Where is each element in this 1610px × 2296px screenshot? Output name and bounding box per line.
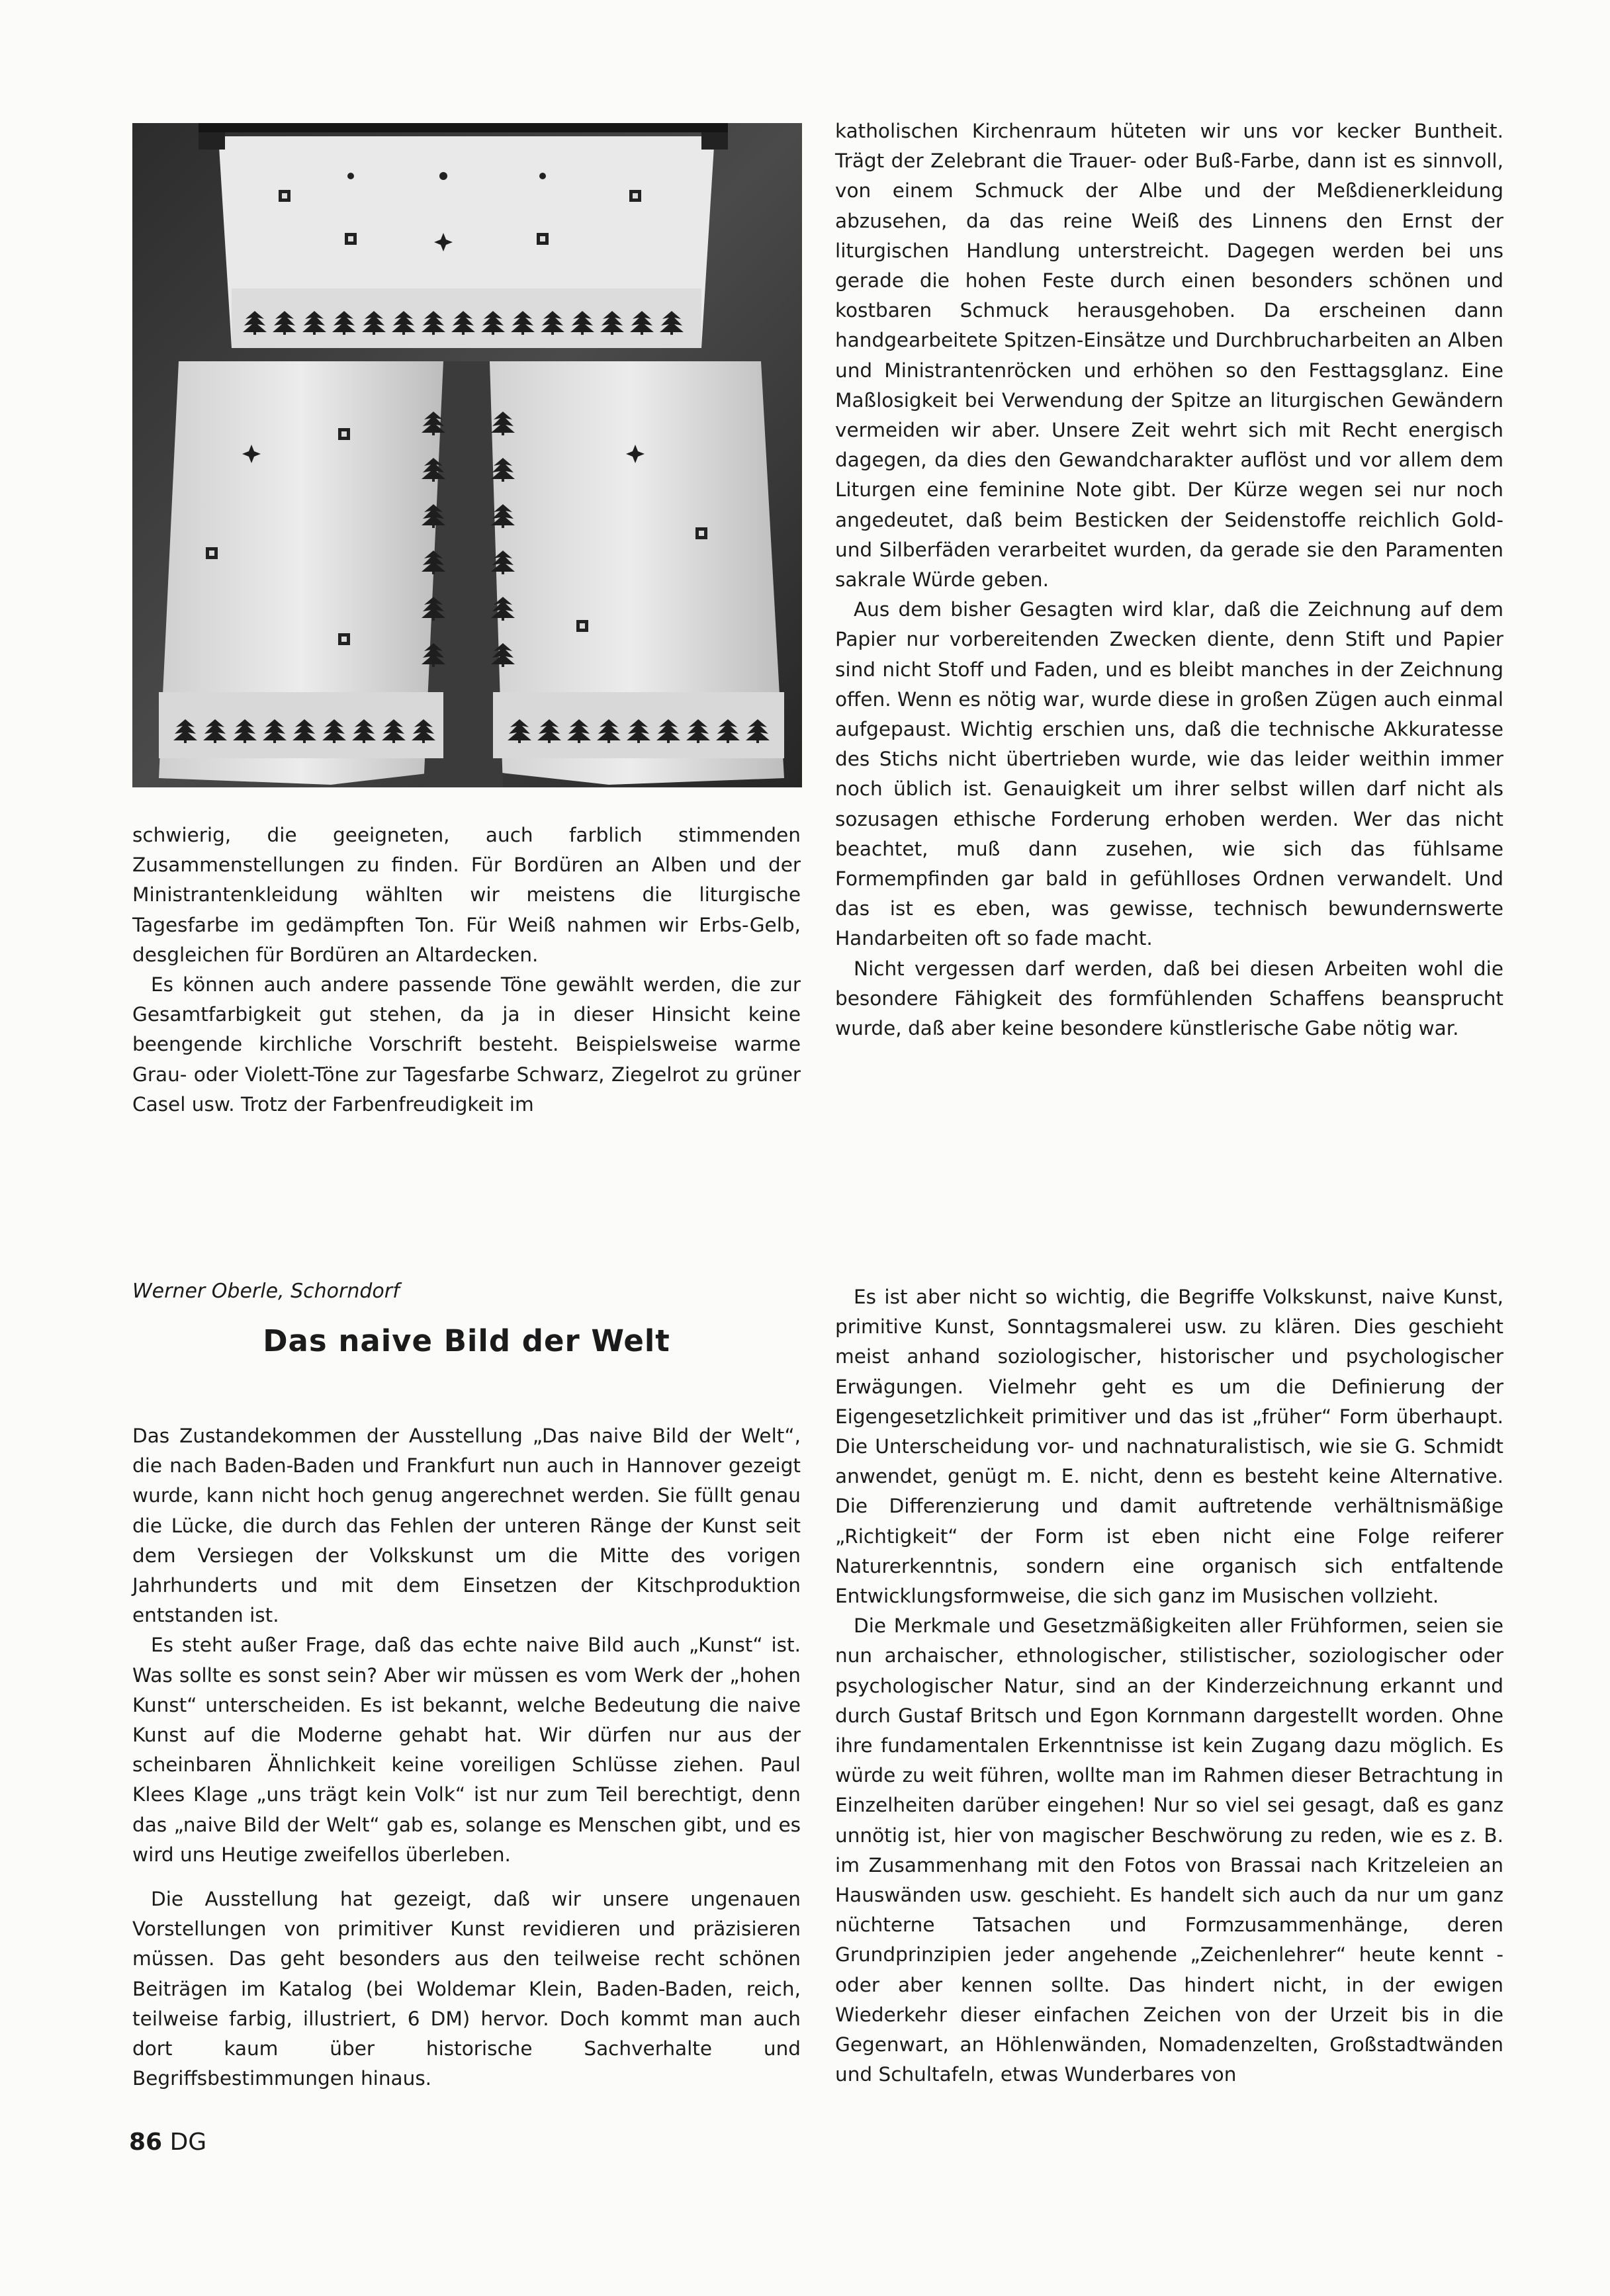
paragraph: Es ist aber nicht so wichtig, die Begriffe Volkskunst, naive Kunst, primitive Kunst, Sonntagsmalerei usw. zu klären. Dies geschieht meist anhand soziologischer, historischer und psychologischer Erwägungen. Vielmehr geht es um die Definierung der Eigengesetzlichkeit primitiver und das ist „früher“ Form überhaupt. Die Unterscheidung vor- und nachnaturalistisch, wie sie G. Schmidt anwendet, genügt m. E. nicht, denn es besteht keine Alternative. Die Differenzierung und damit auftretende verhältnismäßige „Richtigkeit“ der Form ist eben nicht eine Folge reiferer Naturerkenntnis, sondern eine organisch sich entfaltende Entwicklungsformweise, die sich ganz im Musischen vollzieht. — [835, 1286, 1503, 1608]
article-author: Werner Oberle, Schorndorf — [132, 1280, 400, 1303]
paragraph: Es können auch andere passende Töne gewählt werden, die zur Gesamtfarbigkeit gut stehen, da ja in dieser Hinsicht keine beengende kirchliche Vorschrift besteht. Beispielsweise warme Grau- oder Violett-Töne zur Tagesfarbe Schwarz, Ziegelrot zu grüner Casel usw. Trotz der Farbenfreudigkeit im — [132, 973, 801, 1116]
garment-photo — [132, 123, 802, 787]
page-number: 86 — [129, 2129, 163, 2156]
paragraph: Das Zustandekommen der Ausstellung „Das naive Bild der Welt“, die nach Baden-Baden und Frankfurt nun auch in Hannover gezeigt wurde, kann nicht hoch genug angerechnet werden. Sie füllt genau die Lücke, die durch das Fehlen der unteren Ränge der Kunst seit dem Versiegen der Volkskunst um die Mitte des vorigen Jahrhunderts und mit dem Einsetzen der Kitschproduktion entstanden ist. — [132, 1425, 801, 1627]
page-folio — [129, 2127, 206, 2158]
top-right-column — [835, 116, 1503, 1043]
paragraph: Nicht vergessen darf werden, daß bei diesen Arbeiten wohl die besondere Fähigkeit des formfühlenden Schaffens beansprucht wurde, daß aber keine besondere künstlerische Gabe nötig war. — [835, 957, 1503, 1040]
article-left-column — [132, 1421, 801, 2094]
journal-abbreviation: DG — [169, 2129, 207, 2156]
paragraph: Die Ausstellung hat gezeigt, daß wir unsere ungenauen Vorstellungen von primitiver Kunst revidieren und präzisieren müssen. Das geht besonders aus den teilweise recht schönen Beiträgen im Katalog (bei Woldemar Klein, Baden-Baden, reich, teilweise farbig, illustriert, 6 DM) hervor. Doch kommt man auch dort kaum über historische Sachverhalte und Begriffsbestimmungen hinaus. — [132, 1888, 801, 2090]
paragraph: Aus dem bisher Gesagten wird klar, daß die Zeichnung auf dem Papier nur vorbereitenden Zwecken diente, denn Stift und Papier sind nicht Stoff und Faden, und es bleibt manches in der Zeichnung offen. Wenn es nötig war, wurde diese in großen Zügen auch einmal aufgepaust. Wichtig erschien uns, daß die technische Akkuratesse des Stichs nicht übertrieben wurde, wie das leider weithin immer noch üblich ist. Genauigkeit um ihrer selbst willen darf nicht als sozusagen ethische Forderung erhoben werden. Wer das nicht beachtet, muß dann zusehen, wie sich das fühlsame Formempfinden gar bald in gefühlloses Ordnen verwandelt. Und das ist es eben, was gewisse, technisch bewundernswerte Handarbeiten oft so fade macht. — [835, 598, 1503, 950]
paragraph: Die Merkmale und Gesetzmäßigkeiten aller Frühformen, seien sie nun archaischer, ethnologischer, stilistischer, soziologischer oder psychologischer Natur, sind an der Kinderzeichnung erkannt und durch Gustaf Britsch und Egon Kornmann dargestellt worden. Ohne ihre fundamentalen Erkenntnisse ist kein Zugang dazu möglich. Es würde zu weit führen, wollte man im Rahmen dieser Betrachtung in Einzelheiten darüber eingehen! Nur so viel sei gesagt, daß es ganz unnötig ist, hier von magischer Beschwörung zu reden, wie es z. B. im Zusammenhang mit den Fotos von Brassai nach Kritzeleien an Hauswänden usw. geschieht. Es handelt sich auch da nur um ganz nüchterne Tatsachen und Formzusammenhänge, deren Grundprinzipien jeder angehende „Zeichenlehrer“ heute kennt - oder aber kennen sollte. Das hindert nicht, in der ewigen Wiederkehr dieser einfachen Zeichen von der Urzeit bis in die Gegenwart, an Höhlenwänden, Nomadenzelten, Großstadtwänden und Schultafeln, etwas Wunderbares von — [835, 1614, 1503, 2086]
article-right-column — [835, 1282, 1503, 2090]
embroidered-garment-illustration — [132, 123, 802, 787]
paragraph: Es steht außer Frage, daß das echte naive Bild auch „Kunst“ ist. Was sollte es sonst sein? Aber wir müssen es vom Werk der „hohen Kunst“ unterscheiden. Es ist bekannt, welche Bedeutung die naive Kunst auf die Moderne gehabt hat. Wir dürfen nur aus der scheinbaren Ähnlichkeit keine voreiligen Schlüsse ziehen. Paul Klees Klage „uns trägt kein Volk“ ist nur zum Teil berechtigt, denn das „naive Bild der Welt“ gab es, solange es Menschen gibt, und es wird uns Heutige zweifellos überleben. — [132, 1634, 801, 1866]
paragraph: katholischen Kirchenraum hüteten wir uns vor kecker Buntheit. Trägt der Zelebrant die Trauer- oder Buß-Farbe, dann ist es sinnvoll, von einem Schmuck der Albe und der Meßdienerkleidung abzusehen, da das reine Weiß des Linnens den Ernst der liturgischen Handlung unterstreicht. Dagegen werden bei uns gerade die hohen Feste durch einen besonders schönen und kostbaren Schmuck herausgehoben. Da erscheinen dann handgearbeitete Spitzen-Einsätze und Durchbrucharbeiten an Alben und Ministrantenröcken und erhöhen so den Festtagsglanz. Eine Maßlosigkeit bei Verwendung der Spitze an liturgischen Gewändern vermeiden wir aber. Unsere Zeit wehrt sich mit Recht energisch dagegen, da dies den Gewandcharakter auflöst und vor allem dem Liturgen eine feminine Note gibt. Der Kürze wegen sei nur noch angedeutet, daß beim Besticken der Seidenstoffe reichlich Gold- und Silberfäden verarbeitet wurden, da gerade sie den Paramenten sakrale Würde geben. — [835, 120, 1503, 592]
article-title: Das naive Bild der Welt — [263, 1323, 670, 1358]
paragraph: schwierig, die geeigneten, auch farblich stimmenden Zusammenstellungen zu finden. Für Bordüren an Alben und der Ministrantenkleidung wählten wir meistens die liturgische Tagesfarbe im gedämpften Ton. Für Weiß nahmen wir Erbs-Gelb, desgleichen für Bordüren an Altardecken. — [132, 824, 801, 966]
top-left-column — [132, 820, 801, 1120]
